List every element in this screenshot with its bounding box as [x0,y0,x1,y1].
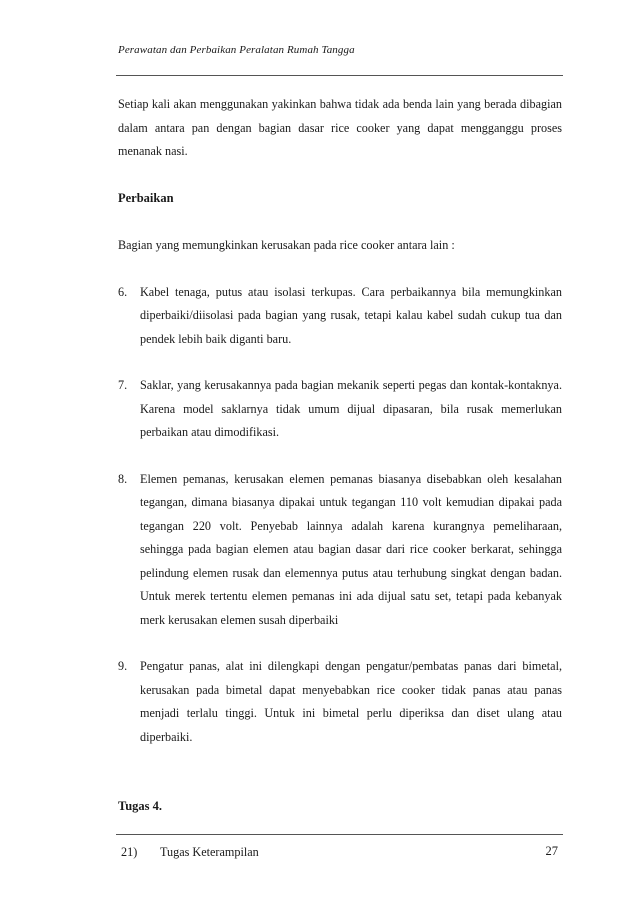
list-item [118,281,562,352]
list-item [118,655,562,749]
intro-paragraph: Setiap kali akan menggunakan yakinkan bahwa tidak ada benda lain yang berada dibagian dalam antara pan dengan bagian dasar rice cooker yang dapat mengganggu proses menanak nasi. [118,97,562,158]
list-item-number: 9. [118,659,128,673]
running-header: Perawatan dan Perbaikan Peralatan Rumah Tangga [118,44,355,56]
page-body [118,93,562,864]
list-item [118,374,562,445]
list-item-number: 6. [118,284,128,299]
list-item-number: 8. [118,471,128,486]
list-item [118,468,562,633]
task-number: 21) [121,844,138,859]
section-lead: Bagian yang memungkinkan kerusakan pada rice cooker antara lain : [118,238,455,252]
section-heading: Perbaikan [118,190,174,205]
list-item-text: Elemen pemanas, kerusakan elemen pemanas biasanya disebabkan oleh kesalahan tegangan, dimana biasanya dipakai untuk tegangan 110 volt kemudian dipakai pada tegangan 220 volt. Penyebab lainnya adalah karena kurangnya pemeliharaan, sehingga pada bagian elemen atau bagian dasar dari rice cooker berkarat, sehingga pelindung elemen rusak dan elemennya putus atau terhubung singkat dengan badan. Untuk merek tertentu elemen pemanas ini ada dijual satu set, tetapi pada kebanyak merk kerusakan elemen susah diperbaiki [140,471,562,627]
task-heading: Tugas 4. [118,799,163,813]
task-label: Tugas Keterampilan [160,844,259,859]
task-row [118,841,562,865]
list-item-number: 7. [118,378,128,392]
header-rule [116,75,563,76]
list-item-text: Pengatur panas, alat ini dilengkapi dengan pengatur/pembatas panas dari bimetal, kerusakan pada bimetal dapat menyebabkan rice cooker tidak panas atau panas menjadi terlalu tinggi. Untuk ini bimetal perlu diperiksa dan diset ulang atau diperbaiki. [140,659,562,744]
list-item-text: Saklar, yang kerusakannya pada bagian mekanik seperti pegas dan kontak-kontaknya. Karena model saklarnya tidak umum dijual dipasaran, bila rusak memerlukan perbaikan atau dimodifikasi. [140,378,562,439]
footer-rule [116,834,563,835]
list-item-text: Kabel tenaga, putus atau isolasi terkupas. Cara perbaikannya bila memungkinkan diperbaiki/diisolasi pada bagian yang rusak, tetapi kalau kabel sudah cukup tua dan pendek lebih baik diganti baru. [140,284,562,346]
page-number: 27 [545,844,558,858]
